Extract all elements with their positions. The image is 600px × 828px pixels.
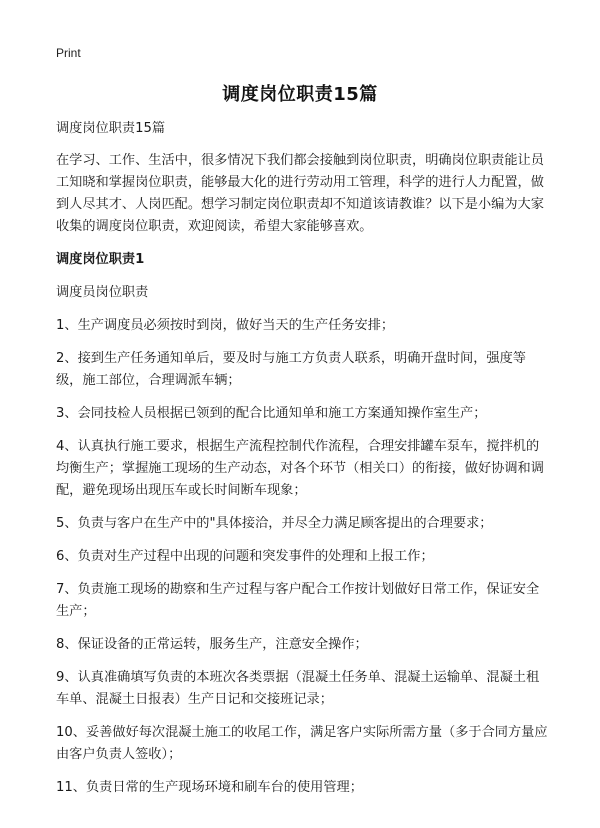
duty-item: 11、负责日常的生产现场环境和刷车台的使用管理； — [56, 780, 363, 795]
duty-item: 1、生产调度员必须按时到岗，做好当天的生产任务安排； — [56, 318, 395, 333]
duty-item: 3、会同技检人员根据已领到的配合比通知单和施工方案通知操作室生产； — [56, 406, 487, 421]
intro-paragraph: 在学习、工作、生活中，很多情况下我们都会接触到岗位职责，明确岗位职责能让员工知晓和掌握岗位职责，能够最大化的进行劳动用工管理，科学的进行人力配置，做到人尽其才、人岗匹配。想学习制定岗位职责却不知道该请教谁？以下是小编为大家收集的调度岗位职责，欢迎阅读，希望大家能够喜欢。 — [56, 153, 544, 234]
document-subtitle: 调度岗位职责15篇 — [56, 121, 166, 136]
duty-item: 10、妥善做好每次混凝土施工的收尾工作，满足客户实际所需方量（多于合同方量应由客户负责人签收）； — [56, 725, 548, 762]
document-title: 调度岗位职责15篇 — [222, 84, 378, 105]
duty-item: 2、接到生产任务通知单后，要及时与施工方负责人联系，明确开盘时间，强度等级，施工部位，合理调派车辆； — [56, 351, 526, 388]
duty-item: 9、认真准确填写负责的本班次各类票据（混凝土任务单、混凝土运输单、混凝土租车单、混凝土日报表）生产日记和交接班记录； — [56, 670, 540, 707]
duty-item: 7、负责施工现场的勘察和生产过程与客户配合工作按计划做好日常工作，保证安全生产； — [56, 582, 540, 619]
duty-item: 5、负责与客户在生产中的"具体接洽，并尽全力满足顾客提出的合理要求； — [56, 516, 493, 531]
section-heading: 调度岗位职责1 — [56, 252, 145, 267]
document-body — [56, 118, 550, 810]
duty-item: 4、认真执行施工要求，根据生产流程控制代作流程，合理安排罐车泵车，搅拌机的均衡生产；掌握施工现场的生产动态，对各个环节（相关口）的衔接，做好协调和调配，避免现场出现压车或长时间断车现象； — [56, 439, 544, 498]
duty-item: 6、负责对生产过程中出现的问题和突发事件的处理和上报工作； — [56, 549, 434, 564]
duty-item: 8、保证设备的正常运转，服务生产，注意安全操作； — [56, 637, 368, 652]
print-label: Print — [56, 46, 81, 60]
section-role-title: 调度员岗位职责 — [56, 285, 149, 300]
